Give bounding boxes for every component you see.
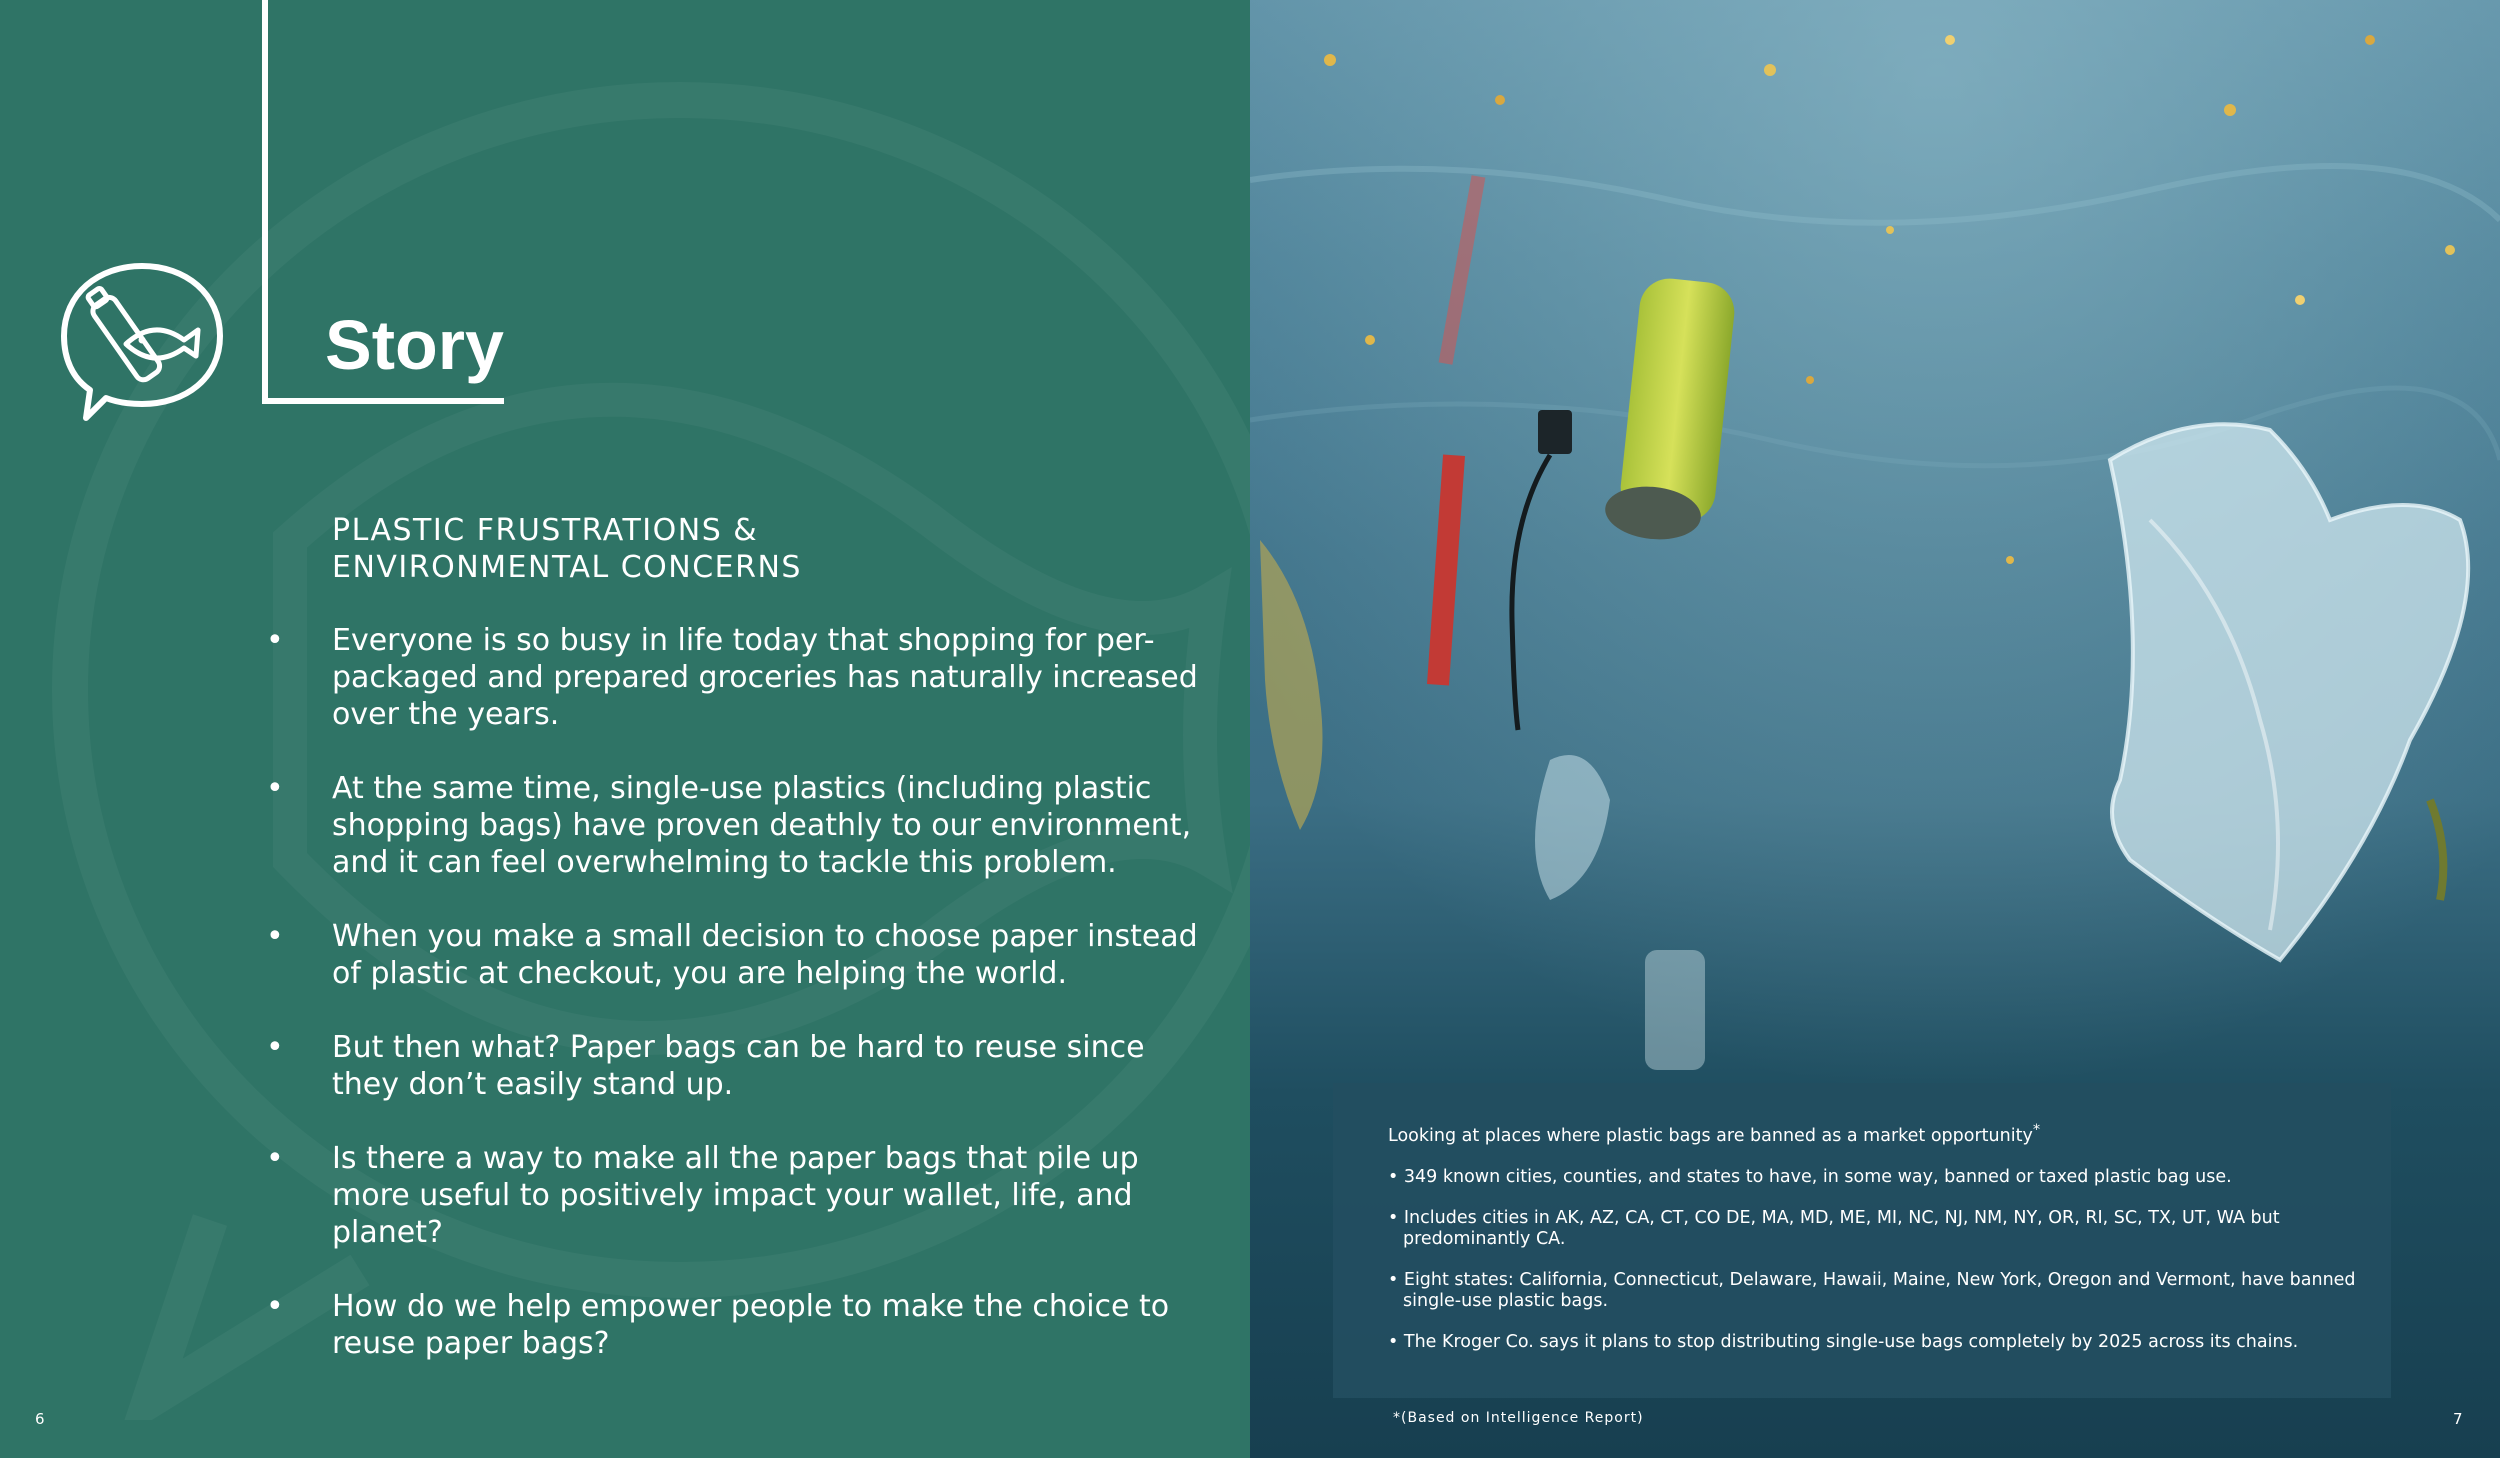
bullet-item [260,622,1210,733]
market-opportunity-box [1333,1083,2391,1398]
speech-bubble-bottle-fish-icon [56,260,228,424]
page-number-right: 7 [2453,1410,2463,1428]
info-item: • 349 known cities, counties, and states to have, in some way, banned or taxed plastic bag use. [1388,1166,2232,1187]
bullet-item [260,1140,1210,1251]
subheading-line-2: ENVIRONMENTAL CONCERNS [332,550,802,585]
bullet-item [260,770,1210,881]
page-title: Story [325,306,504,384]
bullet-marker: • [266,1030,284,1065]
info-intro-text: Looking at places where plastic bags are banned as a market opportunity [1388,1125,2033,1146]
bullet-marker: • [266,919,284,954]
bullet-item [260,1288,1210,1362]
info-item: • Eight states: California, Connecticut, Delaware, Hawaii, Maine, New York, Oregon and Vermont, have banned single-use plastic bags. [1388,1269,2356,1311]
market-opportunity-text [1388,1119,2368,1373]
info-intro-footnote-mark: * [2032,1121,2041,1138]
bullet-marker: • [266,1141,284,1176]
right-page [1250,0,2500,1458]
bullet-text: How do we help empower people to make the choice to reuse paper bags? [332,1289,1170,1361]
bullet-item [260,918,1210,992]
bullet-item [260,1029,1210,1103]
subheading-line-1: PLASTIC FRUSTRATIONS & [332,513,759,548]
footnote: *(Based on Intelligence Report) [1393,1410,1644,1426]
bullet-text: But then what? Paper bags can be hard to reuse since they don’t easily stand up. [332,1030,1145,1102]
title-bracket-horizontal [262,398,504,404]
bullet-text: Is there a way to make all the paper bags that pile up more useful to positively impact your wallet, life, and planet? [332,1141,1139,1250]
title-bracket-vertical [262,0,268,404]
bullet-text: When you make a small decision to choose paper instead of plastic at checkout, you are helping the world. [332,919,1198,991]
info-item: • The Kroger Co. says it plans to stop distributing single-use bags completely by 2025 across its chains. [1388,1331,2299,1352]
section-subheading [332,512,892,586]
info-intro [1388,1119,2368,1147]
info-item: • Includes cities in AK, AZ, CA, CT, CO DE, MA, MD, ME, MI, NC, NJ, NM, NY, OR, RI, SC, TX, UT, WA but predominantly CA. [1388,1207,2280,1249]
bullet-text: At the same time, single-use plastics (including plastic shopping bags) have proven deathly to our environment, and it can feel overwhelming to tackle this problem. [332,771,1192,880]
bullet-text: Everyone is so busy in life today that shopping for per-packaged and prepared groceries has naturally increased over the years. [332,623,1198,732]
bullet-marker: • [266,771,284,806]
bullet-marker: • [266,623,284,658]
page-number-left: 6 [35,1410,45,1428]
bullet-marker: • [266,1289,284,1324]
bullet-list [260,622,1210,1399]
